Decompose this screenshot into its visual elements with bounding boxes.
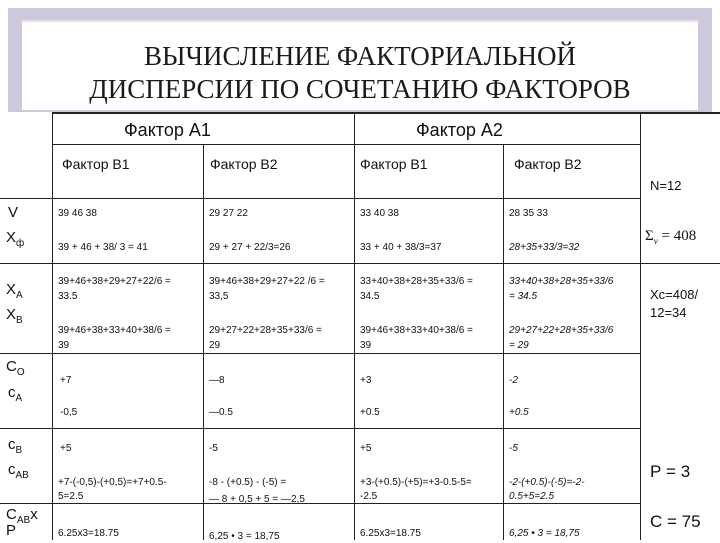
xa-a2b2-line2: = 34.5	[509, 291, 538, 302]
row-label-cab	[8, 461, 29, 481]
xa-a1b2-line2: 33,5	[209, 291, 229, 302]
sum-value: = 408	[661, 228, 697, 244]
cb-a2b1: +5	[360, 443, 372, 454]
co-a2b1: +3	[360, 375, 372, 386]
cb-letter: c	[8, 436, 16, 453]
xa-a2b2-line1: 33+40+38+28+35+33/6	[509, 276, 614, 287]
xb-a2b1-line2: 39	[360, 340, 372, 351]
cabx-tail: x	[30, 506, 38, 523]
cabp-a2b1: 6.25x3=18.75	[360, 528, 421, 539]
row-line-cb	[0, 428, 640, 429]
col-line-2	[354, 112, 355, 540]
xc-line-2: 12=34	[650, 305, 687, 320]
col-line-1	[203, 145, 204, 540]
xa-sub: A	[16, 290, 23, 301]
xb-a1b1-line1: 39+46+38+33+40+38/6 =	[58, 325, 171, 336]
xf-a1b1: 39 + 46 + 38/ 3 = 41	[58, 242, 148, 253]
title-line-1: ВЫЧИСЛЕНИЕ ФАКТОРИАЛЬНОЙ	[143, 41, 577, 71]
row-line-cab	[0, 503, 640, 504]
row-label-cb	[8, 436, 22, 456]
title-line-2: ДИСПЕРСИИ ПО СОЧЕТАНИЮ ФАКТОРОВ	[89, 74, 631, 104]
xa-a2b1-line2: 34.5	[360, 291, 380, 302]
ca-letter: c	[8, 384, 16, 401]
co-a1b1: +7	[60, 375, 72, 386]
xa-a2b1-line1: 33+40+38+28+35+33/6 =	[360, 276, 473, 287]
xf-letter: X	[6, 229, 17, 246]
p-value: Р = 3	[650, 462, 691, 481]
cab-a2b1-line2: -2.5	[360, 491, 378, 502]
cabx-sub: AB	[16, 515, 31, 526]
cab-a2b2-line2: 0.5+5=2.5	[509, 491, 555, 502]
xb-letter: X	[6, 306, 17, 323]
row-label-v: V	[8, 204, 19, 221]
v-a1b1: 39 46 38	[58, 208, 97, 219]
co-letter: C	[6, 358, 17, 375]
sum-v	[645, 228, 696, 246]
header-top-line	[52, 112, 720, 114]
row-label-xf	[6, 229, 24, 249]
cab-a2b2-line1: -2-(+0.5)-(-5)=-2-	[509, 477, 585, 488]
cab-a1b2-line2: — 8 + 0,5 + 5 = —2,5	[209, 494, 305, 505]
header-a2-b2: Фактор В2	[514, 156, 582, 172]
cabp-a2b2: 6,25 • 3 = 18,75	[509, 528, 580, 539]
cb-a1b1: +5	[60, 443, 72, 454]
col-line-3	[503, 145, 504, 540]
header-mid-line	[52, 144, 640, 145]
row-line-co	[0, 353, 640, 354]
cb-a1b2: -5	[209, 443, 218, 454]
xb-sub: B	[16, 315, 23, 326]
xb-a2b2-line1: 29+27+22+28+35+33/6	[509, 325, 614, 336]
xc-line-1: Хс=408/	[650, 287, 699, 302]
sum-symbol: Σ	[645, 228, 654, 244]
header-bottom-line	[0, 198, 640, 199]
xf-a1b2: 29 + 27 + 22/3=26	[209, 242, 291, 253]
xa-a1b1-line1: 39+46+38+29+27+22/6 =	[58, 276, 171, 287]
ca-sub: A	[15, 393, 23, 404]
xf-a2b2: 28+35+33/3=32	[509, 242, 580, 253]
v-a2b1: 33 40 38	[360, 208, 399, 219]
row-line-xa	[0, 263, 720, 264]
cb-a2b2: -5	[509, 443, 518, 454]
cab-sub: AB	[15, 470, 29, 481]
xb-a1b2-line2: 29	[209, 340, 221, 351]
ca-a2b2: +0.5	[509, 407, 529, 418]
cab-a1b1-line2: 5=2.5	[58, 491, 84, 502]
co-a2b2: -2	[509, 375, 518, 386]
col-line-4	[640, 112, 641, 540]
cabp-a1b1: 6.25x3=18.75	[58, 528, 119, 539]
xb-a1b1-line2: 39	[58, 340, 70, 351]
cab-letter: c	[8, 461, 16, 478]
v-a1b2: 29 27 22	[209, 208, 248, 219]
xf-a2b1: 33 + 40 + 38/3=37	[360, 242, 442, 253]
header-factor-a2: Фактор А2	[416, 120, 503, 140]
cab-a2b1-line1: +3-(+0.5)-(+5)=+3-0.5-5=	[360, 477, 472, 488]
slide-title	[22, 40, 698, 106]
cb-sub: B	[15, 445, 23, 456]
header-a1-b1: Фактор В1	[62, 156, 130, 172]
cabp-a1b2: 6,25 • 3 = 18,75	[209, 531, 280, 542]
cabx-letter: C	[6, 506, 17, 523]
xb-a2b1-line1: 39+46+38+33+40+38/6 =	[360, 325, 473, 336]
header-a2-b1: Фактор В1	[360, 156, 428, 172]
cab-a1b1-line1: +7-(-0,5)-(+0,5)=+7+0.5-	[58, 477, 167, 488]
title-panel	[22, 20, 698, 110]
header-factor-a1: Фактор А1	[124, 120, 211, 140]
ca-a1b1: -0,5	[60, 407, 78, 418]
row-label-xa	[6, 281, 23, 301]
xa-a1b1-line2: 33.5	[58, 291, 78, 302]
row-label-p: P	[6, 522, 17, 539]
ca-a1b2: —0.5	[209, 407, 233, 418]
xb-a2b2-line2: = 29	[509, 340, 529, 351]
v-a2b2: 28 35 33	[509, 208, 548, 219]
header-a1-b2: Фактор В2	[210, 156, 278, 172]
row-label-co	[6, 358, 25, 378]
c-value: С = 75	[650, 512, 701, 531]
sum-sub: v	[653, 236, 658, 246]
n-total: N=12	[650, 178, 682, 193]
ca-a2b1: +0.5	[360, 407, 380, 418]
cab-a1b2-line1: -8 - (+0.5) - (-5) =	[209, 477, 287, 488]
xf-sub: ф	[16, 238, 25, 249]
xb-a1b2-line1: 29+27+22+28+35+33/6 =	[209, 325, 322, 336]
xa-letter: X	[6, 281, 17, 298]
co-a1b2: —8	[209, 375, 225, 386]
row-label-ca	[8, 384, 22, 404]
xa-a1b2-line1: 39+46+38+29+27+22 /6 =	[209, 276, 325, 287]
row-label-xb	[6, 306, 23, 326]
anova-table	[0, 112, 720, 540]
co-sub: O	[16, 367, 25, 378]
col-line-0	[52, 112, 53, 540]
